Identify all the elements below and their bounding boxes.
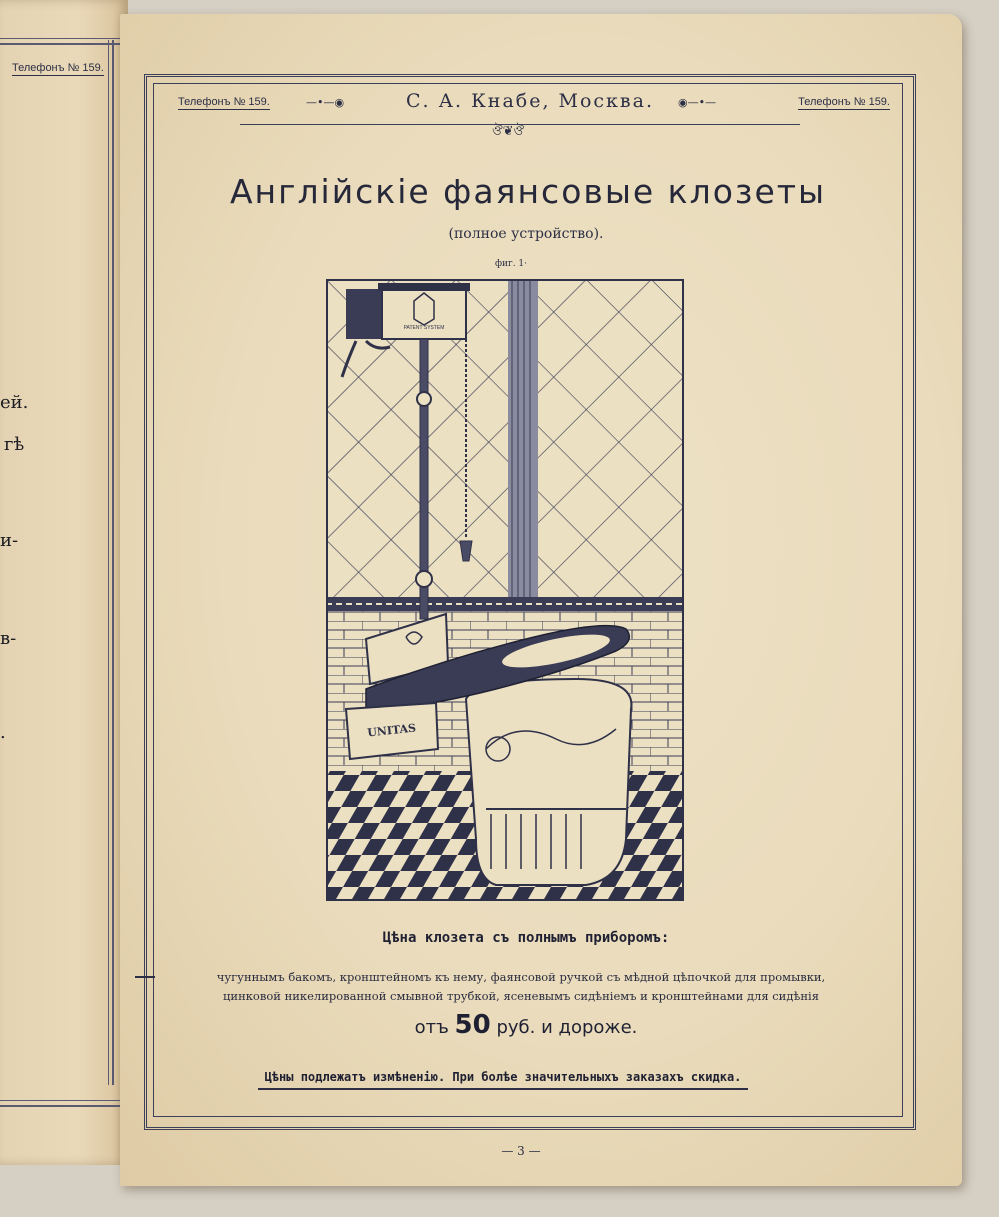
previous-page-phone: Телефонъ № 159. bbox=[12, 62, 104, 74]
price-notice: Цѣны подлежатъ измѣненію. При болѣе значительныхъ заказахъ скидка. bbox=[258, 1070, 748, 1090]
page-number: — 3 — bbox=[501, 1144, 541, 1158]
tank-label: PATENT SYSTEM bbox=[403, 325, 445, 331]
previous-page-top-rule bbox=[0, 38, 120, 45]
bowl-label: UNITAS bbox=[366, 721, 417, 740]
header-flourish-icon: ঔ❦ঔ bbox=[492, 124, 525, 139]
closet-illustration bbox=[326, 279, 684, 901]
price-description bbox=[140, 968, 902, 1006]
price-line bbox=[120, 1010, 932, 1040]
price-suffix: руб. и дороже. bbox=[496, 1017, 638, 1038]
figure-label: фиг. 1· bbox=[494, 259, 528, 269]
previous-page-fragment: и- bbox=[0, 530, 19, 551]
page-subtitle: (полное устройство). bbox=[448, 226, 604, 242]
header-phone-right: Телефонъ № 159. bbox=[798, 96, 890, 108]
previous-page-fragment: гѣ bbox=[4, 434, 25, 455]
catalog-page bbox=[120, 14, 962, 1186]
previous-page-fragment: в- bbox=[0, 628, 17, 649]
ornament-right-icon: ◉—•— bbox=[678, 96, 717, 109]
firm-name: С. А. Кнабе, Москва. bbox=[405, 90, 655, 112]
page-header bbox=[170, 90, 890, 139]
price-heading: Цѣна клозета съ полнымъ приборомъ: bbox=[382, 930, 670, 946]
previous-page-fragment: ей. bbox=[0, 392, 29, 413]
price-amount: 50 bbox=[454, 1010, 491, 1040]
price-description-line: чугуннымъ бакомъ, кронштейномъ къ нему, фаянсовой ручкой съ мѣдной цѣпочкой для промывки, bbox=[216, 970, 826, 984]
header-phone-left: Телефонъ № 159. bbox=[178, 96, 270, 108]
previous-page bbox=[0, 0, 128, 1165]
price-description-line: цинковой никелированной смывной трубкой, ясеневымъ сидѣніемъ и кронштейнами для сидѣнія bbox=[223, 989, 819, 1003]
previous-page-fragment: . bbox=[0, 722, 6, 743]
previous-page-border bbox=[108, 40, 114, 1085]
page-title: Англійскіе фаянсовые клозеты bbox=[229, 172, 827, 211]
ornament-left-icon: —•—◉ bbox=[306, 96, 345, 109]
previous-page-bottom-rule bbox=[0, 1100, 128, 1107]
price-from: отъ bbox=[414, 1017, 449, 1038]
